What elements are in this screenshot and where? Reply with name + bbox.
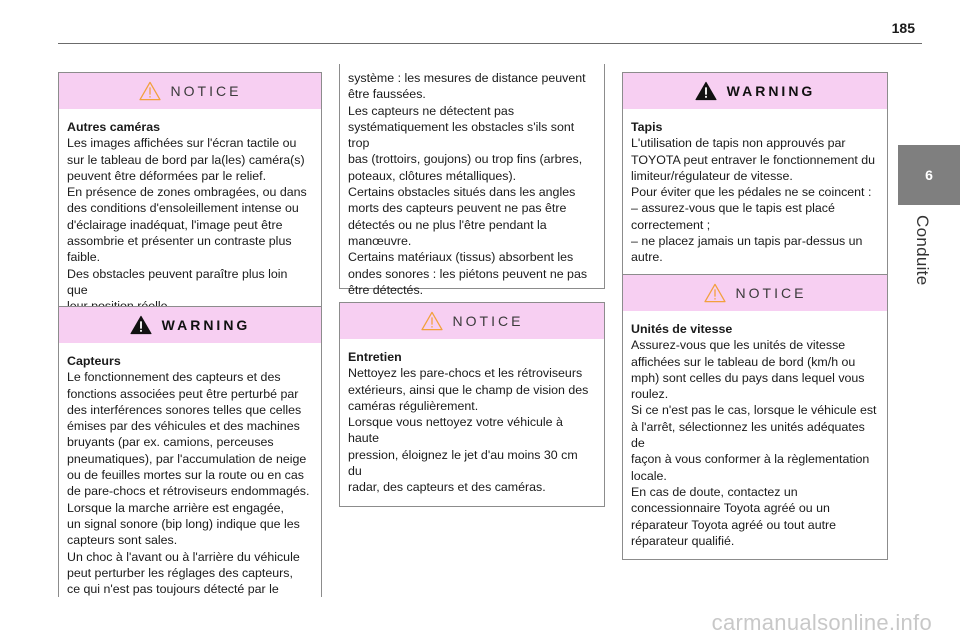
text-line: L'utilisation de tapis non approuvés par xyxy=(631,136,846,151)
text-line: Certains matériaux (tissus) absorbent les xyxy=(348,250,574,265)
text-line: Assurez-vous que les unités de vitesse xyxy=(631,338,846,353)
text-line: ce qui n'est pas toujours détecté par le xyxy=(67,582,279,597)
text-line: Les capteurs ne détectent pas xyxy=(348,103,515,118)
text-line: assombrie et présenter un contraste plus xyxy=(67,234,292,249)
text-line: Le fonctionnement des capteurs et des xyxy=(67,370,281,385)
text-line: roulez. xyxy=(631,387,669,402)
warning-body xyxy=(623,109,887,276)
text-line: des interférences sonores telles que celles xyxy=(67,402,302,417)
page-number: 185 xyxy=(891,20,915,36)
text-line: – assurez-vous que le tapis est placé xyxy=(631,201,835,216)
caution-outline-icon xyxy=(139,81,161,101)
text-line: faible. xyxy=(67,250,101,265)
text-line: Lorsque vous nettoyez votre véhicule à haute xyxy=(348,415,563,446)
text-line: Nettoyez les pare-chocs et les rétroviseurs xyxy=(348,366,583,381)
warning-header xyxy=(623,73,887,109)
text-line: à l'arrêt, sélectionnez les unités adéquates de xyxy=(631,419,865,451)
text-line: pneumatiques), par l'accumulation de neige xyxy=(67,451,307,466)
text-line: sur le tableau de bord par la(les) caméra(s) xyxy=(67,152,305,167)
text-line: caméras régulièrement. xyxy=(348,398,479,413)
text-line: systématiquement les obstacles s'ils sont trop xyxy=(348,119,575,151)
notice-body xyxy=(623,311,887,559)
text-line: peuvent être déformées par le relief. xyxy=(67,168,267,183)
text-line: Des obstacles peuvent paraître plus loin que xyxy=(67,266,288,297)
warning-box-sensors xyxy=(58,306,322,597)
text-line: ondes sonores : les piétons peuvent ne pas xyxy=(348,266,588,281)
warning-triangle-icon xyxy=(130,315,152,335)
text-line: système : les mesures de distance peuvent xyxy=(348,71,586,85)
warning-subtitle: Capteurs xyxy=(67,354,121,368)
chapter-title: Conduite xyxy=(913,215,932,286)
warning-header-label: WARNING xyxy=(161,317,251,333)
text-line: Pour éviter que les pédales ne se coincent : xyxy=(631,185,872,200)
text-line: morts des capteurs peuvent ne pas être xyxy=(348,201,567,216)
text-line: affichées sur le tableau de bord (km/h ou xyxy=(631,354,856,369)
notice-subtitle: Unités de vitesse xyxy=(631,322,733,336)
text-line: radar, des capteurs et des caméras. xyxy=(348,480,546,495)
notice-header-label: NOTICE xyxy=(452,313,524,329)
text-line: façon à vous conformer à la règlementation xyxy=(631,452,870,467)
notice-header xyxy=(340,303,604,339)
text-line: un signal sonore (bip long) indique que les xyxy=(67,516,300,531)
notice-body xyxy=(59,109,321,325)
text-line: être détectés. xyxy=(348,282,424,297)
text-line: ou de feuilles mortes sur la route ou en cas xyxy=(67,468,304,483)
text-line: bas (trottoirs, goujons) ou trop fins (arbres, xyxy=(348,152,583,167)
notice-header-label: NOTICE xyxy=(735,285,807,301)
text-line: réparateur Toyota agréé ou tout autre xyxy=(631,517,837,532)
text-line: extérieurs, ainsi que le champ de vision des xyxy=(348,382,589,397)
warning-box-mats xyxy=(622,72,888,277)
warning-triangle-icon xyxy=(695,81,717,101)
text-line: réparateur qualifié. xyxy=(631,533,735,548)
text-line: En cas de doute, contactez un xyxy=(631,484,798,499)
text-line: locale. xyxy=(631,468,667,483)
text-line: Les images affichées sur l'écran tactile ou xyxy=(67,136,297,151)
warning-subtitle: Tapis xyxy=(631,120,663,134)
text-line: En présence de zones ombragées, ou dans xyxy=(67,185,307,200)
text-line: de pare-chocs et rétroviseurs endommagés. xyxy=(67,484,310,499)
text-line: émises par des véhicules et des machines xyxy=(67,419,300,434)
chapter-number: 6 xyxy=(925,167,933,183)
text-line: autre. xyxy=(631,250,663,265)
warning-body xyxy=(59,343,321,607)
text-line: être faussées. xyxy=(348,87,426,102)
notice-box-speed-units xyxy=(622,274,888,560)
text-line: Un choc à l'avant ou à l'arrière du véhicule xyxy=(67,549,300,564)
caution-outline-icon xyxy=(704,283,726,303)
notice-header xyxy=(623,275,887,311)
notice-subtitle: Autres caméras xyxy=(67,120,160,134)
text-line: peut perturber les réglages des capteurs, xyxy=(67,565,293,580)
warning-header xyxy=(59,307,321,343)
notice-header-label: NOTICE xyxy=(170,83,242,99)
caution-outline-icon xyxy=(421,311,443,331)
warning-continuation-body xyxy=(340,64,604,308)
chapter-tab xyxy=(898,145,960,205)
text-line: TOYOTA peut entraver le fonctionnement du xyxy=(631,152,876,167)
text-line: d'éclairage inadéquat, l'image peut être xyxy=(67,217,283,232)
text-line: limiteur/régulateur de vitesse. xyxy=(631,168,793,183)
text-line: manœuvre. xyxy=(348,233,412,248)
warning-header-label: WARNING xyxy=(726,83,816,99)
text-line: – ne placez jamais un tapis par-dessus un xyxy=(631,234,863,249)
header-rule xyxy=(58,43,922,44)
text-line: correctement ; xyxy=(631,217,711,232)
text-line: capteurs sont sales. xyxy=(67,533,178,548)
text-line: concessionnaire Toyota agréé ou un xyxy=(631,501,830,516)
notice-box-other-cameras xyxy=(58,72,322,326)
watermark: carmanualsonline.info xyxy=(711,610,932,635)
text-line: Lorsque la marche arrière est engagée, xyxy=(67,500,284,515)
text-line: bruyants (par ex. camions, perceuses xyxy=(67,435,274,450)
text-line: Si ce n'est pas le cas, lorsque le véhicule est xyxy=(631,403,877,418)
text-line: des conditions d'ensoleillement intense ou xyxy=(67,201,299,216)
text-line: Certains obstacles situés dans les angles xyxy=(348,185,576,200)
text-line: détectés ou ne plus l'être pendant la xyxy=(348,217,547,232)
notice-body xyxy=(340,339,604,506)
notice-header xyxy=(59,73,321,109)
text-line: pression, éloignez le jet d'au moins 30 cm du xyxy=(348,447,578,479)
text-line: mph) sont celles du pays dans lequel vous xyxy=(631,370,865,385)
notice-subtitle: Entretien xyxy=(348,350,402,364)
notice-box-maintenance xyxy=(339,302,605,507)
text-line: fonctions associées peut être perturbé par xyxy=(67,386,299,401)
warning-box-continuation xyxy=(339,64,605,297)
text-line: poteaux, clôtures métalliques). xyxy=(348,168,517,183)
